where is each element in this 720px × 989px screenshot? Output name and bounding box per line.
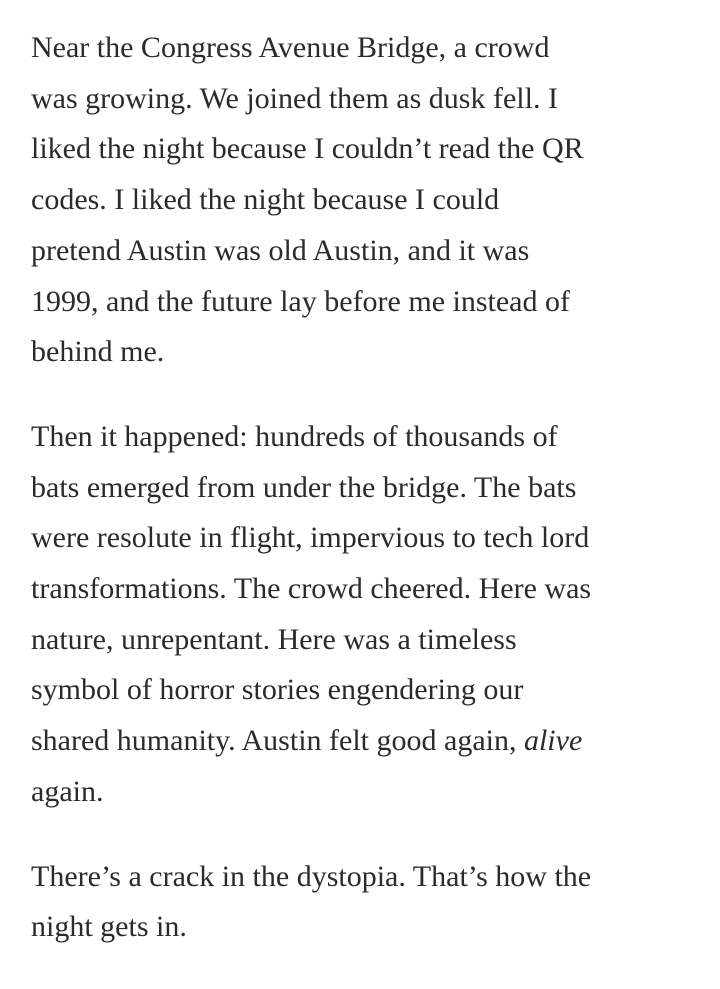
emphasis-alive: alive bbox=[523, 724, 583, 758]
text-line: nature, unrepentant. Here was a timeless bbox=[31, 622, 517, 656]
paragraph-bats-emerge bbox=[31, 412, 694, 818]
text-line: bats emerged from under the bridge. The bats bbox=[31, 470, 577, 504]
text-line: codes. I liked the night because I could bbox=[31, 183, 500, 217]
text-line: There’s a crack in the dystopia. That’s how the bbox=[31, 859, 592, 893]
text-line: night gets in. bbox=[31, 910, 187, 944]
text-line: symbol of horror stories engendering our bbox=[31, 673, 524, 707]
paragraph-bridge-crowd bbox=[31, 23, 694, 378]
text-line: liked the night because I couldn’t read the QR bbox=[31, 132, 584, 166]
text-line: again. bbox=[31, 774, 104, 808]
text-line: transformations. The crowd cheered. Here was bbox=[31, 572, 592, 606]
text-line-prefix: shared humanity. Austin felt good again, bbox=[31, 724, 524, 758]
paragraph-crack-dystopia bbox=[31, 852, 694, 953]
text-line: were resolute in flight, impervious to tech lord bbox=[31, 521, 590, 555]
text-line: Near the Congress Avenue Bridge, a crowd bbox=[31, 31, 550, 64]
text-line bbox=[31, 716, 694, 767]
text-line: behind me. bbox=[31, 335, 165, 369]
text-line: was growing. We joined them as dusk fell. I bbox=[31, 81, 558, 115]
text-line: Then it happened: hundreds of thousands of bbox=[31, 419, 558, 453]
text-line: pretend Austin was old Austin, and it was bbox=[31, 233, 530, 267]
text-line: 1999, and the future lay before me instead of bbox=[31, 284, 570, 318]
